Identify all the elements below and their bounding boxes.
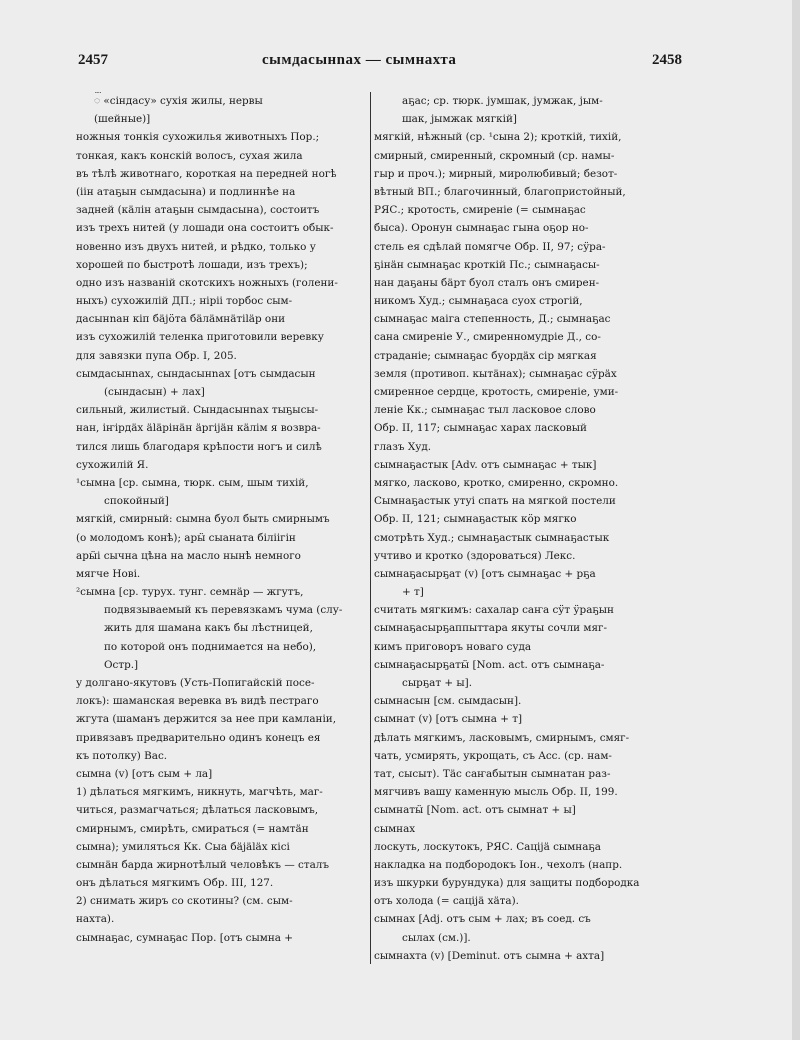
text-line: локъ): шаманская веревка въ видѣ пестраго — [76, 695, 319, 708]
text-line: одно изъ названій скотскихъ ножныхъ (голени- — [76, 276, 338, 289]
text-line: (шейные)] — [94, 113, 151, 126]
text-line: сымнаҕас маіга степенность, Д.; сымнаҕас — [374, 313, 611, 326]
text-line: земля (противоп. кытäнах); сымнаҕас сӱрäх — [374, 367, 617, 380]
text-line: мягчивъ вашу каменную мысль Обр. II, 199. — [374, 786, 618, 799]
left-column — [76, 92, 362, 947]
text-line: жгута (шаманъ держится за нее при камланіи, — [76, 713, 337, 726]
text-line: Обр. II, 121; сымнаҕастык кӧр мягко — [374, 513, 577, 526]
text-line: сылах (см.)]. — [402, 931, 471, 944]
text-line: изъ трехъ нитей (у лошади она состоитъ обык- — [76, 222, 334, 235]
text-line: ᢆ «сіндасу» сухія жилы, нервы — [94, 95, 263, 107]
text-line: подвязываемый къ перевязкамъ чума (слу- — [104, 604, 343, 617]
text-line: сымнаҕастык [Adv. отъ сымнаҕас + тык] — [374, 458, 597, 471]
text-line: жить для шамана какъ бы лѣстницей, — [104, 622, 313, 635]
text-line: ¹сымна [ср. сымна, тюрк. сым, шым тихій, — [76, 476, 309, 489]
text-line: учтиво и кротко (здороваться) Лекс. — [374, 549, 576, 562]
text-line: сымнах — [374, 822, 416, 835]
text-line: сымдасынnах, сындасынnах [отъ сымдасын — [76, 367, 316, 380]
text-line: сымнахта (v) [Deminut. отъ сымна + ахта] — [374, 949, 605, 962]
text-line: ныхъ) сухожилій ДП.; ніріі торбос сым- — [76, 295, 293, 308]
text-line: сымнäн барда жирнотѣлый человѣкъ — сталъ — [76, 858, 330, 871]
text-line: лоскуть, лоскутокъ, РЯС. Саціјä сымнаҕа — [374, 840, 601, 853]
text-line: отъ холода (= саціјä хäта). — [374, 895, 519, 908]
text-line: мягкій, нѣжный (ср. ¹сына 2); кроткій, тихій, — [374, 131, 622, 144]
text-line: мягкій, смирный: сымна буол быть смирнымъ — [76, 513, 330, 526]
text-line: стель ея сдѣлай помягче Обр. II, 97; сӱра- — [374, 240, 606, 253]
text-line: 1) дѣлаться мягкимъ, никнуть, магчѣть, маг- — [76, 786, 323, 799]
text-line: леніе Кк.; сымнаҕас тыл ласковое слово — [374, 404, 596, 417]
right-column — [374, 92, 670, 965]
text-line: задней (кäлін атаҕын сымдасына), состоитъ — [76, 204, 320, 217]
text-line: нан даҕаны бäрт буол сталъ онъ смирен- — [374, 276, 600, 289]
text-line: читься, размагчаться; дѣлаться ласковымъ, — [76, 804, 319, 817]
text-line: мягко, ласково, кротко, смиренно, скромно. — [374, 476, 619, 489]
text-line: тонкая, какъ конскій волосъ, сухая жила — [76, 149, 303, 162]
scan-edge — [792, 0, 800, 1040]
text-line: привязавъ предварительно одинъ конецъ ея — [76, 731, 321, 744]
text-line: сымнаҕасырҕаппыттара якуты сочли мяг- — [374, 622, 607, 635]
text-line: страданіе; сымнаҕас буордäх сір мягкая — [374, 349, 597, 362]
text-line: смирный, смиренный, скромный (ср. намы- — [374, 149, 615, 162]
text-line: РЯС.; кротость, смиреніе (= сымнаҕас — [374, 204, 586, 217]
text-line: гыр и проч.); мирный, миролюбивый; безот- — [374, 167, 618, 180]
text-line: мягче Нові. — [76, 567, 141, 580]
text-line: вѣтный ВП.; благочинный, благопристойный, — [374, 185, 626, 198]
page-header — [0, 52, 800, 78]
text-line: для завязки пупа Обр. I, 205. — [76, 349, 237, 362]
text-line: накладка на подбородокъ Іон., чехолъ (напр. — [374, 858, 623, 871]
text-line: спокойный] — [104, 495, 169, 508]
text-line: сана смиреніе У., смиренномудріе Д., со- — [374, 331, 601, 344]
text-line: къ потолку) Вас. — [76, 749, 168, 762]
text-line: сымнатӹ [Nom. act. отъ сымнат + ы] — [374, 804, 576, 817]
text-line: считать мягкимъ: сахалар саҥа сӱт ӱраҕын — [374, 604, 614, 617]
text-line: смиренное сердце, кротость, смиреніе, уми- — [374, 386, 619, 398]
text-line: чать, усмирять, укрощать, съ Acc. (ср. нам- — [374, 749, 612, 762]
text-line: (іін атаҕын сымдасына) и подлиннѣе на — [76, 185, 296, 198]
text-line: изъ шкурки бурундука) для защиты подбородка — [374, 877, 640, 890]
text-line: у долгано-якутовъ (Усть-Попигайскій посе- — [76, 677, 315, 689]
column-divider — [370, 92, 371, 964]
text-line: сымнаҕасырҕат (v) [отъ сымнаҕас + рҕа — [374, 567, 596, 580]
text-line: изъ сухожилій теленка приготовили веревку — [76, 331, 324, 344]
text-line: въ тѣлѣ животнаго, короткая на передней ногѣ — [76, 167, 337, 180]
text-line: сымна); умиляться Кк. Сыа бäјäläх кісі — [76, 840, 290, 853]
text-line: кимъ приговоръ новаго суда — [374, 640, 532, 653]
text-line: сымнаҕас, сумнаҕас Пор. [отъ сымна + — [76, 931, 293, 944]
text-line: глазъ Худ. — [374, 440, 432, 453]
text-line: тился лишь благодаря крѣпости ногъ и силѣ — [76, 440, 322, 453]
text-line: сухожилій Я. — [76, 458, 149, 471]
text-line: аҕас; ср. тюрк. јумшак, јумжак, јым- — [402, 95, 603, 107]
text-line: дасынnан кіп бäјӧта бäлäмнäтiläр они — [76, 313, 286, 326]
text-line: Сымнаҕастык утуі спать на мягкой постели — [374, 495, 616, 508]
text-line: ²сымна [ср. турух. тунг. семнäр — жгутъ, — [76, 586, 304, 599]
text-line: по которой онъ поднимается на небо), — [104, 640, 317, 653]
text-line: шак, јымжак мягкій] — [402, 113, 517, 126]
text-line: Остр.] — [104, 658, 139, 671]
text-line: онъ дѣлаться мягкимъ Обр. III, 127. — [76, 877, 274, 890]
text-line: никомъ Худ.; сымнаҕаса суох строгій, — [374, 295, 583, 308]
text-line: + т] — [402, 586, 424, 599]
text-line: сымнат (v) [отъ сымна + т] — [374, 713, 523, 726]
text-line: (о молодомъ конѣ); арӹ сыаната біліігін — [76, 531, 296, 544]
text-line: сымнасын [см. сымдасын]. — [374, 695, 522, 708]
page-number-left: 2457 — [78, 52, 108, 68]
text-line: сильный, жилистый. Сындасынnах тыҕысы- — [76, 404, 319, 417]
text-line: Обр. II, 117; сымнаҕас харах ласковый — [374, 422, 587, 435]
text-line: сымнах [Adj. отъ сым + лах; въ соед. съ — [374, 913, 591, 926]
text-line: смотрѣть Худ.; сымнаҕастык сымнаҕастык — [374, 531, 610, 544]
text-line: (сындасын) + лах] — [104, 386, 205, 398]
text-line: ҕінäн сымнаҕас кроткій Пс.; сымнаҕасы- — [374, 258, 600, 271]
text-line: 2) снимать жиръ со скотины? (см. сым- — [76, 895, 293, 908]
text-line: ножныя тонкія сухожилья животныхъ Пор.; — [76, 131, 320, 144]
text-line: сырҕат + ы]. — [402, 677, 472, 689]
text-line: нан, іҥірдäх äläрінäн äргіјäн кäлiм я возвра- — [76, 422, 321, 435]
text-line: арӹі сычна цѣна на масло нынѣ немного — [76, 549, 301, 562]
page-number-right: 2458 — [652, 52, 682, 68]
text-line: сымна (v) [отъ сым + ла] — [76, 767, 213, 780]
text-line: хорошей по быстротѣ лошади, изъ трехъ); — [76, 258, 308, 271]
text-line: дѣлать мягкимъ, ласковымъ, смирнымъ, смяг- — [374, 731, 630, 744]
text-line: новенно изъ двухъ нитей, и рѣдко, только у — [76, 240, 316, 253]
text-line: смирнымъ, смирѣть, смираться (= намтäн — [76, 822, 309, 835]
text-line: быса). Оронун сымнаҕас гына оҕор но- — [374, 222, 589, 235]
text-line: тат, сысыт). Тäс саҥабытын сымнатан раз- — [374, 767, 611, 780]
running-title: сымдасынnах — сымнахта — [262, 52, 457, 68]
text-line: нахта). — [76, 913, 115, 926]
text-line: сымнаҕасырҕатӹ [Nom. act. отъ сымнаҕа- — [374, 658, 605, 671]
